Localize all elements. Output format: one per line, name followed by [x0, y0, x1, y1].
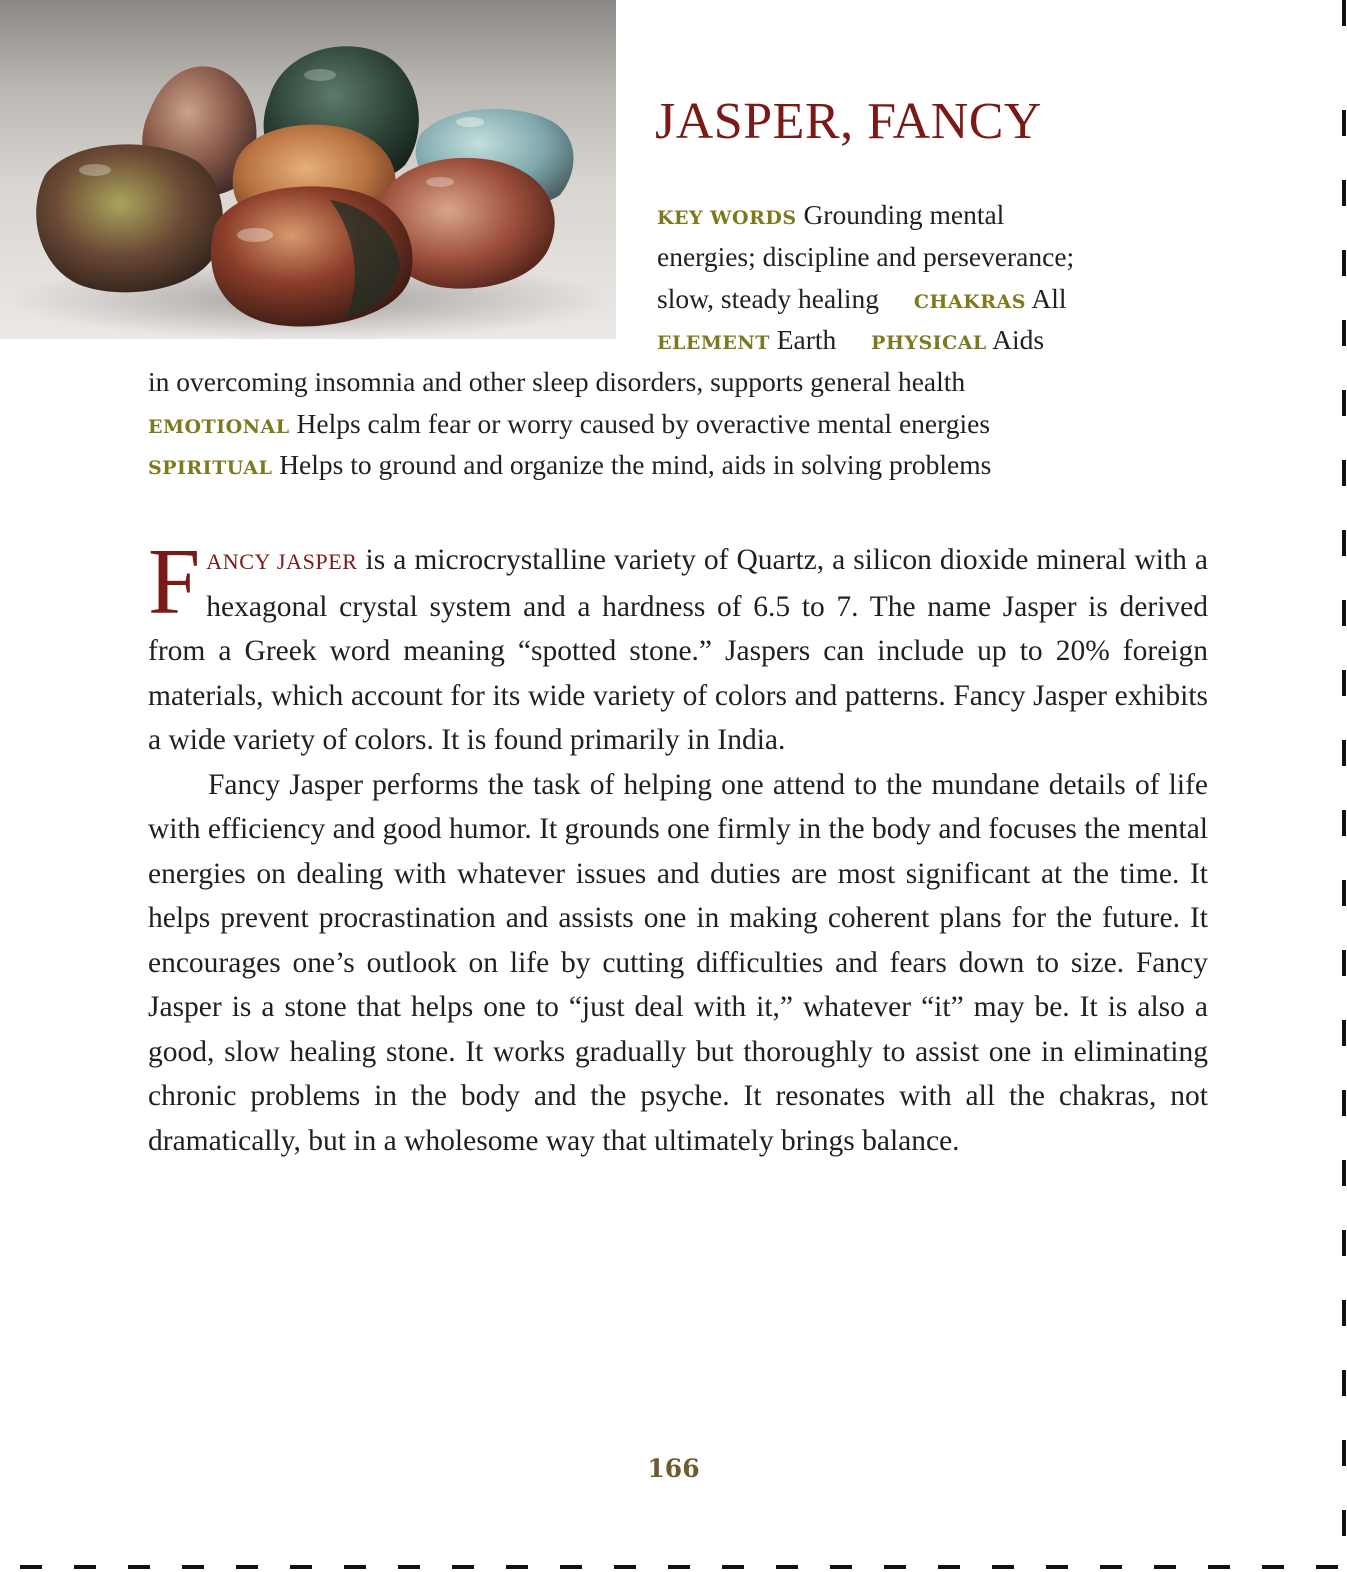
key-words-value-3: slow, steady healing [657, 283, 879, 314]
page-number: 166 [647, 1454, 700, 1483]
emotional-line [148, 410, 990, 438]
element-label: ELEMENT [657, 332, 770, 354]
paragraph-1-text: is a microcrystalline variety of Quartz, a silicon dioxide mineral with a hexagonal crystal system and a hardness of 6.5 to 7. The name Jasper is derived from a Greek word meaning “spotted stone.” Jaspers can include up to 20% foreign materials, which account for its wide variety of colors and patterns. Fancy Jasper exhibits a wide variety of colors. It is found primarily in India. [148, 544, 1208, 756]
element-line [657, 326, 1044, 354]
key-words-line-1 [657, 201, 1004, 229]
physical-value: Aids [992, 324, 1045, 355]
stones-photo [0, 0, 616, 339]
physical-value-2: in overcoming insomnia and other sleep disorders, supports general health [148, 366, 966, 397]
key-words-value-2: energies; discipline and perseverance; [657, 241, 1075, 272]
key-words-value: Grounding mental [803, 199, 1005, 230]
key-words-label: KEY WORDS [657, 207, 797, 229]
paragraph-2: Fancy Jasper performs the task of helping one attend to the mundane details of life with efficiency and good humor. It grounds one firmly in the body and focuses the mental energies on dealing with whatever issues and duties are most significant at the time. It helps prevent procrastination and assists one in making coherent plans for the future. It encourages one’s outlook on life by cutting difficulties and fears down to size. Fancy Jasper is a stone that helps one to “just deal with it,” whatever “it” may be. It is also a good, slow healing stone. It works gradually but thoroughly to assist one in eliminating chronic problems in the body and the psyche. It resonates with all the chakras, not dramatically, but in a wholesome way that ultimately brings balance. [148, 768, 1208, 1157]
emotional-value: Helps calm fear or worry caused by overactive mental energies [296, 408, 991, 439]
chakras-label: CHAKRAS [913, 291, 1026, 313]
chakras-value: All [1031, 283, 1067, 314]
drop-cap: F [148, 530, 201, 634]
element-value: Earth [776, 324, 837, 355]
spiritual-value: Helps to ground and organize the mind, aids in solving problems [279, 449, 992, 480]
lead-in: ANCY JASPER [206, 549, 358, 574]
physical-label: PHYSICAL [871, 332, 987, 354]
body-text [148, 530, 1208, 1163]
bottom-edge-marks [0, 1562, 1347, 1572]
paragraph-1 [148, 530, 1208, 763]
key-words-line-2 [657, 243, 1074, 271]
emotional-label: EMOTIONAL [148, 416, 290, 438]
key-words-line-3 [657, 285, 1066, 313]
page-title: JASPER, FANCY [655, 93, 1042, 150]
spiritual-line [148, 451, 991, 479]
physical-line-2 [148, 368, 965, 396]
spiritual-label: SPIRITUAL [148, 457, 273, 479]
right-edge-marks [1337, 0, 1347, 1572]
stones-illustration [0, 0, 616, 339]
